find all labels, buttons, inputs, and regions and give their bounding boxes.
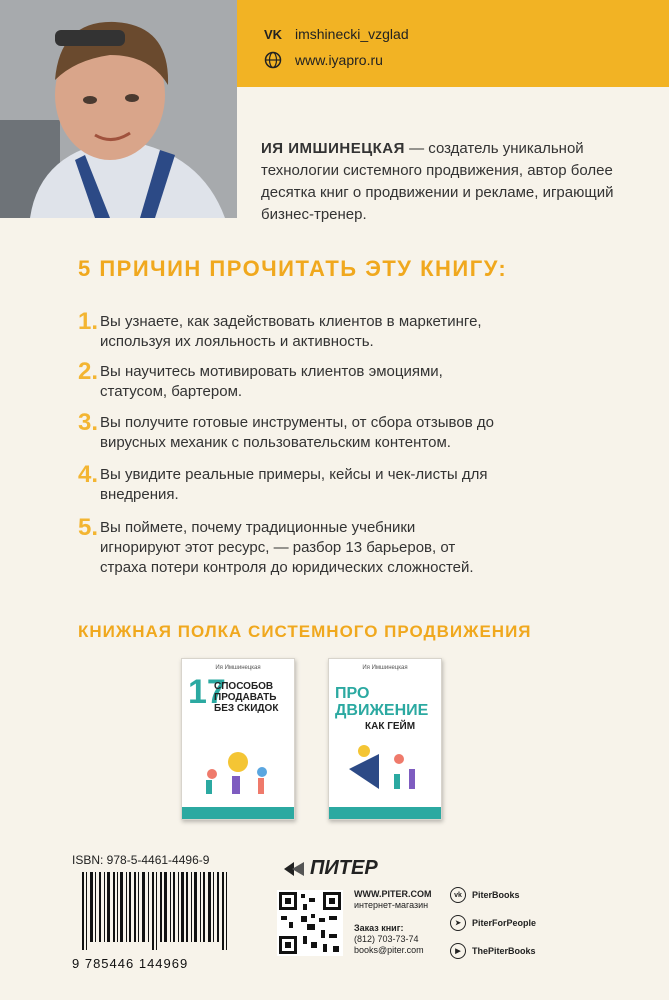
order-label: Заказ книг: — [354, 923, 404, 933]
social-link-vk[interactable] — [450, 887, 520, 903]
vk-icon: vk — [450, 887, 466, 903]
isbn: ISBN: 978-5-4461-4496-9 — [72, 853, 210, 867]
reason-item — [78, 358, 500, 402]
reason-text: Вы получите готовые инструменты, от сбора отзывов до вирусных механик с пользовательским контентом. — [100, 414, 494, 451]
barcode-block — [72, 853, 242, 971]
reason-number: 2. — [78, 358, 99, 385]
bio-text: — создатель уникальной технологии системного продвижения, автор более десятка книг о продвижении и рекламе, играющий бизнес-тренер. — [261, 140, 614, 223]
book-title-line: БЕЗ СКИДОК — [214, 703, 279, 714]
vk-contact[interactable] — [263, 24, 409, 44]
publisher-email[interactable]: books@piter.com — [354, 945, 424, 955]
book-title-line: СПОСОБОВ — [214, 681, 274, 692]
book-illustration — [192, 744, 284, 799]
reason-number: 3. — [78, 409, 99, 436]
social-link-play[interactable] — [450, 943, 536, 959]
social-link-telegram[interactable] — [450, 915, 536, 931]
globe-icon — [263, 50, 283, 70]
piter-logo-icon — [282, 860, 310, 878]
author-bio — [261, 138, 661, 226]
piter-logo-text: ПИТЕР — [310, 857, 378, 879]
barcode — [72, 871, 240, 951]
social-label: ThePiterBooks — [472, 946, 536, 956]
publisher-contacts — [354, 889, 432, 956]
publisher-phone: (812) 703-73-74 — [354, 934, 419, 944]
qr-code[interactable] — [277, 890, 343, 956]
book-bottom-bar — [329, 807, 441, 819]
book-illustration — [339, 739, 431, 799]
book-title-line: ДВИЖЕНИЕ — [335, 702, 429, 719]
book-title-line: ПРО — [335, 685, 370, 702]
reason-number: 4. — [78, 461, 99, 488]
book-bottom-bar — [182, 807, 294, 819]
book-cover-promotion-game[interactable] — [328, 658, 442, 820]
reason-item — [78, 409, 550, 453]
book-title-line: ПРОДАВАТЬ — [214, 692, 277, 703]
vk-handle: imshinecki_vzglad — [295, 26, 409, 42]
shelf-heading: КНИЖНАЯ ПОЛКА СИСТЕМНОГО ПРОДВИЖЕНИЯ — [78, 622, 532, 641]
website-contact[interactable] — [263, 50, 383, 70]
reason-item — [78, 308, 550, 352]
publisher-site-desc: интернет-магазин — [354, 900, 429, 910]
book-author: Ия Имшинецкая — [215, 665, 261, 671]
reason-text: Вы поймете, почему традиционные учебники игнорируют этот ресурс, — разбор 13 барьеров, от страха потери контроля до юридических сложностей. — [100, 519, 474, 576]
book-subtitle: КАК ГЕЙМ — [365, 721, 416, 732]
play-icon: ▶ — [450, 943, 466, 959]
reason-item — [78, 514, 490, 578]
social-label: PiterBooks — [472, 890, 520, 900]
reason-number: 1. — [78, 308, 99, 335]
book-cover-17-ways[interactable] — [181, 658, 295, 820]
author-photo — [0, 0, 237, 218]
author-name: ИЯ ИМШИНЕЦКАЯ — [261, 140, 405, 157]
reason-item — [78, 461, 530, 505]
reason-text: Вы увидите реальные примеры, кейсы и чек-листы для внедрения. — [100, 466, 488, 503]
website-url: www.iyapro.ru — [295, 52, 383, 68]
reason-text: Вы научитесь мотивировать клиентов эмоциями, статусом, бартером. — [100, 363, 443, 400]
piter-logo — [282, 857, 378, 880]
barcode-digits: 9 785446 144969 — [72, 956, 189, 971]
vk-icon: VK — [263, 26, 283, 42]
publisher-site[interactable]: WWW.PITER.COM — [354, 889, 432, 899]
reason-number: 5. — [78, 514, 99, 541]
social-label: PiterForPeople — [472, 918, 537, 928]
reasons-heading: 5 ПРИЧИН ПРОЧИТАТЬ ЭТУ КНИГУ: — [78, 256, 508, 281]
reason-text: Вы узнаете, как задействовать клиентов в маркетинге, используя их лояльность и активность. — [100, 313, 482, 350]
book-number: 17 — [188, 673, 226, 711]
book-author: Ия Имшинецкая — [362, 665, 408, 671]
telegram-icon: ➤ — [450, 915, 466, 931]
